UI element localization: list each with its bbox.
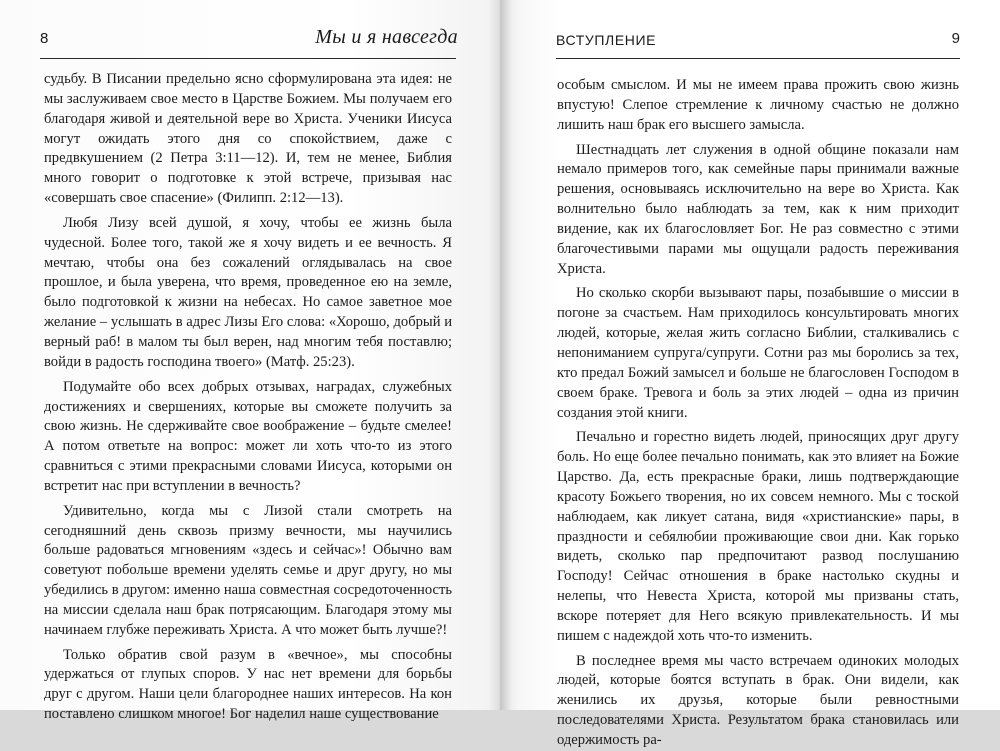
- right-page: [500, 0, 1000, 748]
- paragraph: Подумайте обо всех добрых отзывах, наградах, служебных достижениях и свершениях, которые вы сможете получить за свою жизнь. Не сдерживайте свое воображение – будьте смелее! А потом ответьте на вопрос: может ли хоть что-то из этого сравниться с этими прекрасными словами Иисуса, которыми он встретит нас при вступлении в вечность?: [44, 378, 452, 494]
- header-rule: [40, 58, 456, 59]
- paragraph: Но сколько скорби вызывают пары, позабывшие о миссии в погоне за счастьем. Нам приходилось консультировать многих людей, которые, желая жить согласно Библии, сталкивались с непониманием супруга/супруги. Сотни раз мы боролись за тех, кто предал Божий замысел и больше не благословен Господом в своем браке. Тревога и боль за этих людей – одна из причин создания этой книги.: [557, 285, 959, 421]
- body-text: [44, 70, 452, 725]
- running-title: Мы и я навсегда: [315, 26, 458, 48]
- paragraph: Шестнадцать лет служения в одной общине показали нам немало примеров того, как семейные пары принимали важные решения, основываясь исключительно на вере во Христа. Как волнительно было наблюдать за тем, как к ним приходит видение, как их благословляет Бог. Не раз совместно с этими благочестивыми парами мы ощущали радость переживания Христа.: [557, 141, 959, 277]
- paragraph: Только обратив свой разум в «вечное», мы способны удержаться от глупых споров. У нас нет времени для борьбы друг с другом. Наши цели благороднее наших интересов. На кон поставлено слишком многое! Бог наделил наше существование: [44, 646, 452, 723]
- paragraph: особым смыслом. И мы не имеем права прожить свою жизнь впустую! Слепое стремление к личному счастью не должно лишить наш брак его высшего замысла.: [557, 77, 959, 133]
- paragraph: В последнее время мы часто встречаем одиноких молодых людей, которые боятся вступать в брак. Они видели, как женились их друзья, которые были ревностными последователями Христа. Результатом брака становилась или одержимость ра-: [557, 652, 959, 748]
- left-page: [0, 0, 500, 723]
- page-number: 9: [951, 30, 960, 47]
- paragraph: Удивительно, когда мы с Лизой стали смотреть на сегодняшний день сквозь призму вечности, мы научились больше радоваться мгновениям «здесь и сейчас»! Обычно вам советуют побольше времени уделять семье и друг другу, но мы убедились в другом: именно наша совместная сосредоточенность на миссии сделала наш брак потрясающим. Благодаря этому мы начинаем глубже переживать Христа. А что может быть лучше?!: [44, 502, 452, 638]
- running-title: ВСТУПЛЕНИЕ: [556, 32, 657, 48]
- body-text: [557, 76, 959, 751]
- page-number: 8: [40, 30, 49, 47]
- header-rule: [556, 58, 960, 59]
- paragraph: Печально и горестно видеть людей, приносящих друг другу боль. Но еще более печально понимать, как это влияет на Божие Царство. Да, есть прекрасные браки, лишь подтверждающие красоту Божьего творения, но их совсем немного. Мы с тоской наблюдаем, как ликует сатана, видя «христианские» пары, в праздности и себялюбии проживающие свои дни. Как горько видеть, сколько пар предпочитают развод послушанию Господу! Сейчас отношения в браке настолько скудны и нелепы, что Невеста Христа, которой мы призваны стать, вскоре потеряет для Него всякую привлекательность. И мы пишем с надеждой хоть что-то изменить.: [557, 429, 959, 644]
- paragraph: Любя Лизу всей душой, я хочу, чтобы ее жизнь была чудесной. Более того, такой же я хочу видеть и ее вечность. Я мечтаю, чтобы она без сожалений оглядывалась на свое прошлое, и была уверена, что время, проведенное ею на земле, было подготовкой к жизни на небесах. Но самое заветное мое желание – услышать в адрес Лизы Его слова: «Хорошо, добрый и верный раб! в малом ты был верен, над многим тебя поставлю; войди в радость господина твоего» (Матф. 25:23).: [44, 214, 452, 370]
- paragraph: судьбу. В Писании предельно ясно сформулирована эта идея: не мы заслуживаем свое место в Царстве Божием. Мы получаем его благодаря живой и деятельной вере во Христа. Ученики Иисуса могут ожидать этого дня со спокойствием, даже с предвкушением (2 Петра 3:11—12). И, тем не менее, Библия много говорит о подготовке к этой встрече, призывая нас «совершать свое спасение» (Филипп. 2:12—13).: [44, 71, 452, 207]
